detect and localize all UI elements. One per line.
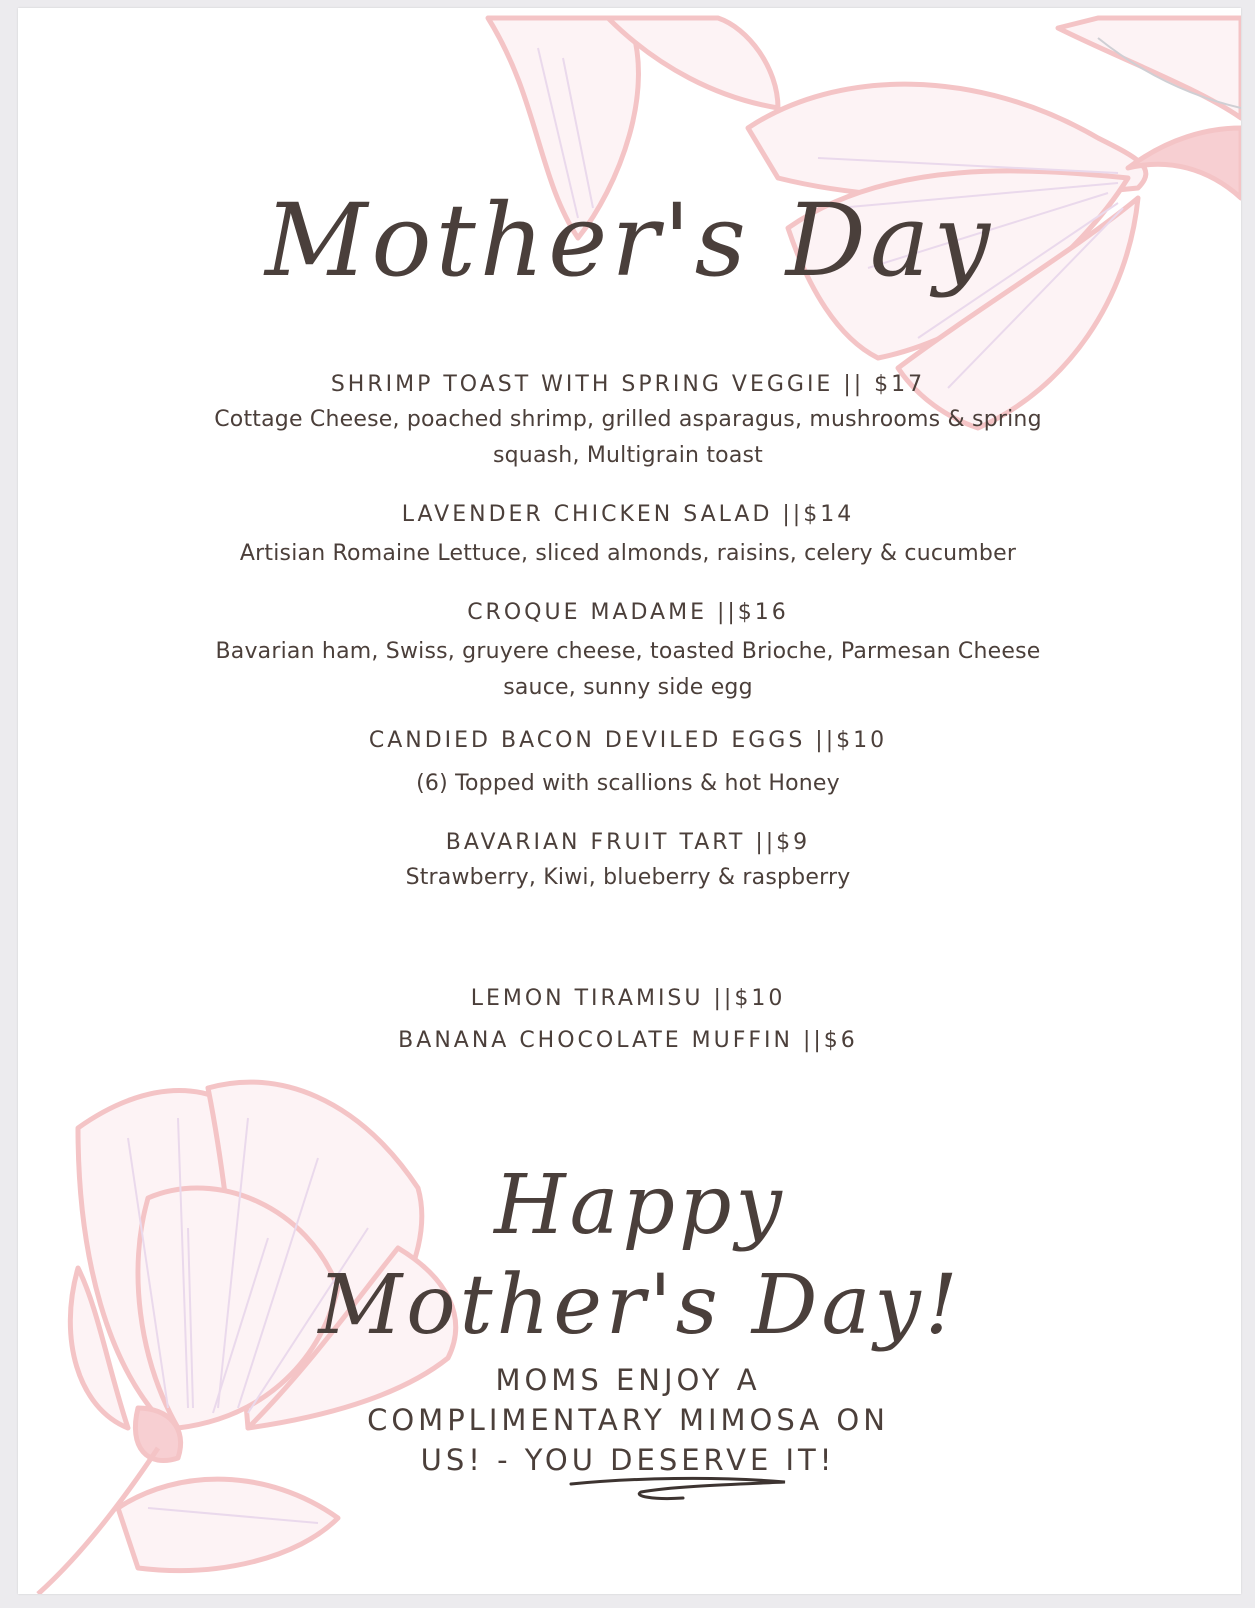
menu-item-name: CROQUE MADAME ||$16 xyxy=(467,600,789,625)
closing-title: Happy Mother's Day! xyxy=(318,1158,962,1353)
menu-list xyxy=(188,368,1068,1058)
menu-item-description: Bavarian ham, Swiss, gruyere cheese, toasted Brioche, Parmesan Cheese sauce, sunny side egg xyxy=(215,639,1041,700)
menu-page xyxy=(18,8,1241,1594)
menu-item-description: Strawberry, Kiwi, blueberry & raspberry xyxy=(405,865,851,890)
dessert-item-name: BANANA CHOCOLATE MUFFIN ||$6 xyxy=(398,1028,858,1053)
menu-item xyxy=(188,826,1068,896)
menu-item-name: CANDIED BACON DEVILED EGGS ||$10 xyxy=(368,728,888,753)
menu-item-description: (6) Topped with scallions & hot Honey xyxy=(416,771,840,796)
menu-content xyxy=(18,8,1241,1594)
menu-item xyxy=(188,724,1068,802)
menu-item xyxy=(188,596,1068,706)
menu-item-name: SHRIMP TOAST WITH SPRING VEGGIE || $17 xyxy=(330,372,926,397)
menu-item-name: LAVENDER CHICKEN SALAD ||$14 xyxy=(401,502,855,527)
menu-item-description: Cottage Cheese, poached shrimp, grilled asparagus, mushrooms & spring squash, Multigrain toast xyxy=(214,407,1042,468)
dessert-item xyxy=(188,982,1068,1016)
dessert-item-name: LEMON TIRAMISU ||$10 xyxy=(470,986,786,1011)
menu-item xyxy=(188,368,1068,474)
page-title: Mother's Day xyxy=(264,182,995,299)
flourish-underline xyxy=(563,1474,803,1508)
menu-item-name: BAVARIAN FRUIT TART ||$9 xyxy=(445,830,811,855)
menu-item xyxy=(188,498,1068,572)
menu-item-description: Artisian Romaine Lettuce, sliced almonds, raisins, celery & cucumber xyxy=(239,541,1017,566)
dessert-item xyxy=(188,1024,1068,1058)
promo-text: MOMS ENJOY A COMPLIMENTARY MIMOSA ON US! - YOU DESERVE IT! xyxy=(367,1363,889,1477)
